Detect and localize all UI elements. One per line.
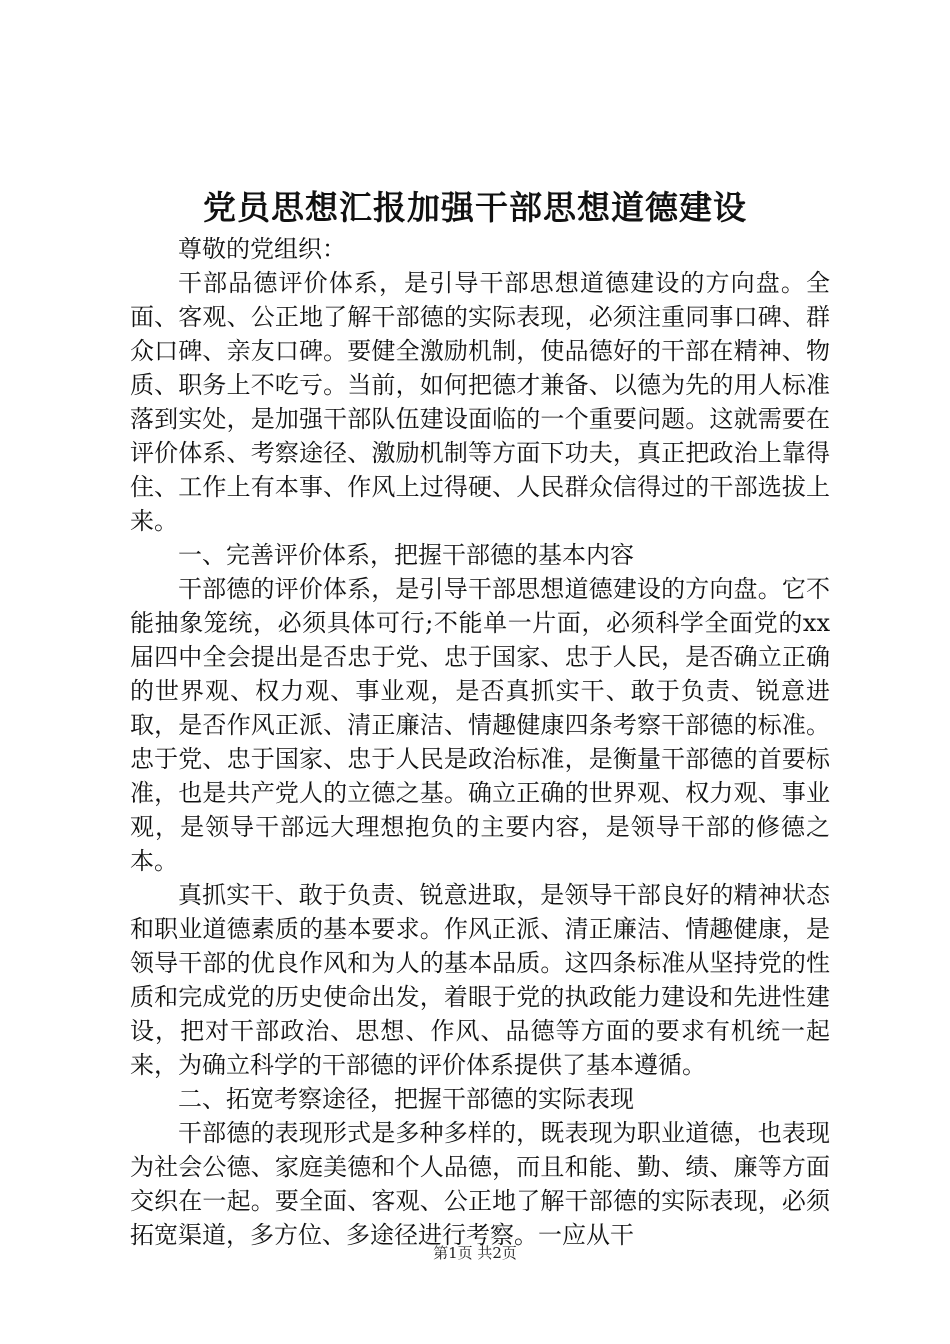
document-body bbox=[130, 232, 830, 1252]
paragraph-section-2a: 干部德的表现形式是多种多样的，既表现为职业道德，也表现为社会公德、家庭美德和个人品德，而且和能、勤、绩、廉等方面交织在一起。要全面、客观、公正地了解干部德的实际表现，必须拓宽渠道，多方位、多途径进行考察。一应从干 bbox=[130, 1119, 830, 1249]
section-heading-1: 一、完善评价体系，把握干部德的基本内容 bbox=[178, 541, 634, 569]
paragraph-section-1a: 干部德的评价体系，是引导干部思想道德建设的方向盘。它不能抽象笼统，必须具体可行;不能单一片面，必须科学全面党的xx届四中全会提出是否忠于党、忠于国家、忠于人民，是否确立正确的世界观、权力观、事业观，是否真抓实干、敢于负责、锐意进取，是否作风正派、清正廉洁、情趣健康四条考察干部德的标准。忠于党、忠于国家、忠于人民是政治标准，是衡量干部德的首要标准，也是共产党人的立德之基。确立正确的世界观、权力观、事业观，是领导干部远大理想抱负的主要内容，是领导干部的修德之本。 bbox=[130, 575, 830, 875]
section-heading-2: 二、拓宽考察途径，把握干部德的实际表现 bbox=[178, 1085, 634, 1113]
document-title: 党员思想汇报加强干部思想道德建设 bbox=[203, 188, 747, 227]
paragraph-section-1b: 真抓实干、敢于负责、锐意进取，是领导干部良好的精神状态和职业道德素质的基本要求。作风正派、清正廉洁、情趣健康，是领导干部的优良作风和为人的基本品质。这四条标准从坚持党的性质和完成党的历史使命出发，着眼于党的执政能力建设和先进性建设，把对干部政治、思想、作风、品德等方面的要求有机统一起来，为确立科学的干部德的评价体系提供了基本遵循。 bbox=[130, 881, 830, 1079]
page-footer: 第1页 共2页 bbox=[433, 1244, 517, 1262]
paragraph-intro: 干部品德评价体系，是引导干部思想道德建设的方向盘。全面、客观、公正地了解干部德的实际表现，必须注重同事口碑、群众口碑、亲友口碑。要健全激励机制，使品德好的干部在精神、物质、职务上不吃亏。当前，如何把德才兼备、以德为先的用人标准落到实处，是加强干部队伍建设面临的一个重要问题。这就需要在评价体系、考察途径、激励机制等方面下功夫，真正把政治上靠得住、工作上有本事、作风上过得硬、人民群众信得过的干部选拔上来。 bbox=[130, 269, 830, 535]
salutation: 尊敬的党组织： bbox=[178, 235, 346, 263]
